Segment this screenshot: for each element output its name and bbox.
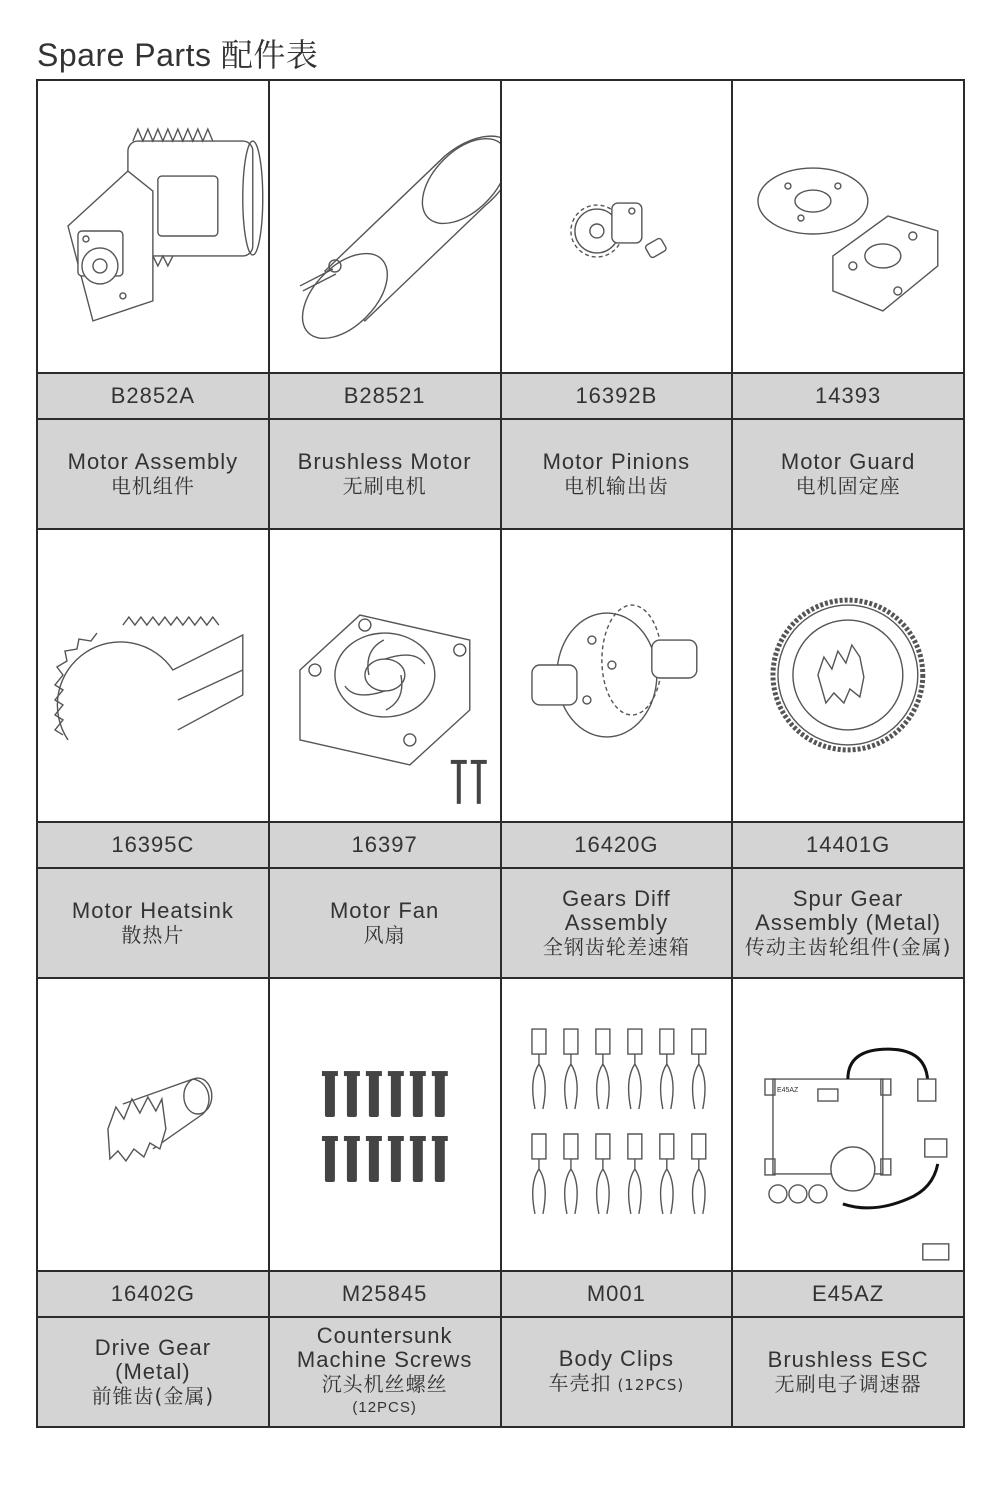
page-title: Spare Parts 配件表 [37,37,319,73]
part-code: B2852A [38,374,268,420]
part-name-en: Countersunk [316,1323,453,1348]
part-name-en: Drive Gear [94,1335,212,1360]
part-code: 16395C [38,823,268,869]
part-name-en: Motor Pinions [542,449,691,474]
part-name-cn: 电机输出齿 [563,474,669,498]
esc-label: E45AZ [777,1087,799,1095]
part-name-cn: 散热片 [121,923,185,947]
part-name-en-line2: (Metal) [115,1359,191,1384]
part-name [502,869,732,977]
part-name [38,420,268,528]
part-cell [270,979,502,1426]
part-cell [270,530,502,977]
esc-icon [733,979,963,1272]
part-code: 16392B [502,374,732,420]
part-code: 16420G [502,823,732,869]
part-cell [38,530,270,977]
motor-pinion-icon [502,81,732,374]
part-cell [733,530,963,977]
table-row [38,528,963,977]
part-quantity: (12PCS) [352,1399,417,1416]
part-code: M25845 [270,1272,500,1318]
part-name [502,1318,732,1426]
part-name [733,420,963,528]
heatsink-icon [38,530,268,823]
part-cell [733,979,963,1426]
table-row [38,977,963,1426]
part-cell [502,530,734,977]
part-cell [502,979,734,1426]
part-name-en: Motor Fan [329,898,440,923]
part-name [502,420,732,528]
part-name-en-line2: Machine Screws [296,1347,473,1372]
part-cell [270,81,502,528]
motor-assembly-icon [38,81,268,374]
part-name-cn: 车壳扣 [548,1371,612,1395]
fan-icon [270,530,500,823]
part-cell [38,979,270,1426]
body-clips-icon [502,979,732,1272]
table-row [38,81,963,528]
part-code: 16397 [270,823,500,869]
part-name-cn: 前锥齿(金属) [91,1384,215,1408]
part-cell [733,81,963,528]
part-name-en: Brushless ESC [767,1347,929,1372]
part-name-en-line2: Assembly [564,910,669,935]
drive-gear-icon [38,979,268,1272]
part-name-en: Brushless Motor [297,449,472,474]
part-cell [502,81,734,528]
screws-icon [270,979,500,1272]
part-name [270,1318,500,1426]
part-name [270,869,500,977]
motor-guard-icon [733,81,963,374]
brushless-motor-icon [270,81,500,374]
part-name-en-line2: Assembly (Metal) [755,910,942,935]
part-name-cn: 电机组件 [110,474,195,498]
part-name-cn: 电机固定座 [795,474,901,498]
part-name-cn: 沉头机丝螺丝 [321,1372,448,1396]
part-name-cn: 无刷电子调速器 [774,1372,922,1396]
part-name-en: Body Clips [558,1346,674,1371]
part-code: B28521 [270,374,500,420]
part-code: M001 [502,1272,732,1318]
part-name [38,1318,268,1426]
part-code: 16402G [38,1272,268,1318]
part-code: 14401G [733,823,963,869]
part-name [733,869,963,977]
differential-icon [502,530,732,823]
part-name-cn-line [548,1371,684,1397]
part-name [38,869,268,977]
part-cell [38,81,270,528]
part-code: E45AZ [733,1272,963,1318]
part-name-en: Gears Diff [562,886,671,911]
part-name-cn: 风扇 [363,923,406,947]
part-code: 14393 [733,374,963,420]
part-name-cn: 无刷电机 [342,474,427,498]
part-name-en: Motor Heatsink [71,898,234,923]
spur-gear-icon [733,530,963,823]
part-name-cn: 全钢齿轮差速箱 [542,935,690,959]
part-name-en: Spur Gear [792,886,904,911]
part-name-cn: 传动主齿轮组件(金属) [744,935,952,959]
part-name [270,420,500,528]
part-quantity: (12PCS) [617,1376,685,1394]
spare-parts-table [36,79,965,1428]
part-name-en: Motor Guard [780,449,916,474]
part-name-en: Motor Assembly [67,449,239,474]
part-name [733,1318,963,1426]
